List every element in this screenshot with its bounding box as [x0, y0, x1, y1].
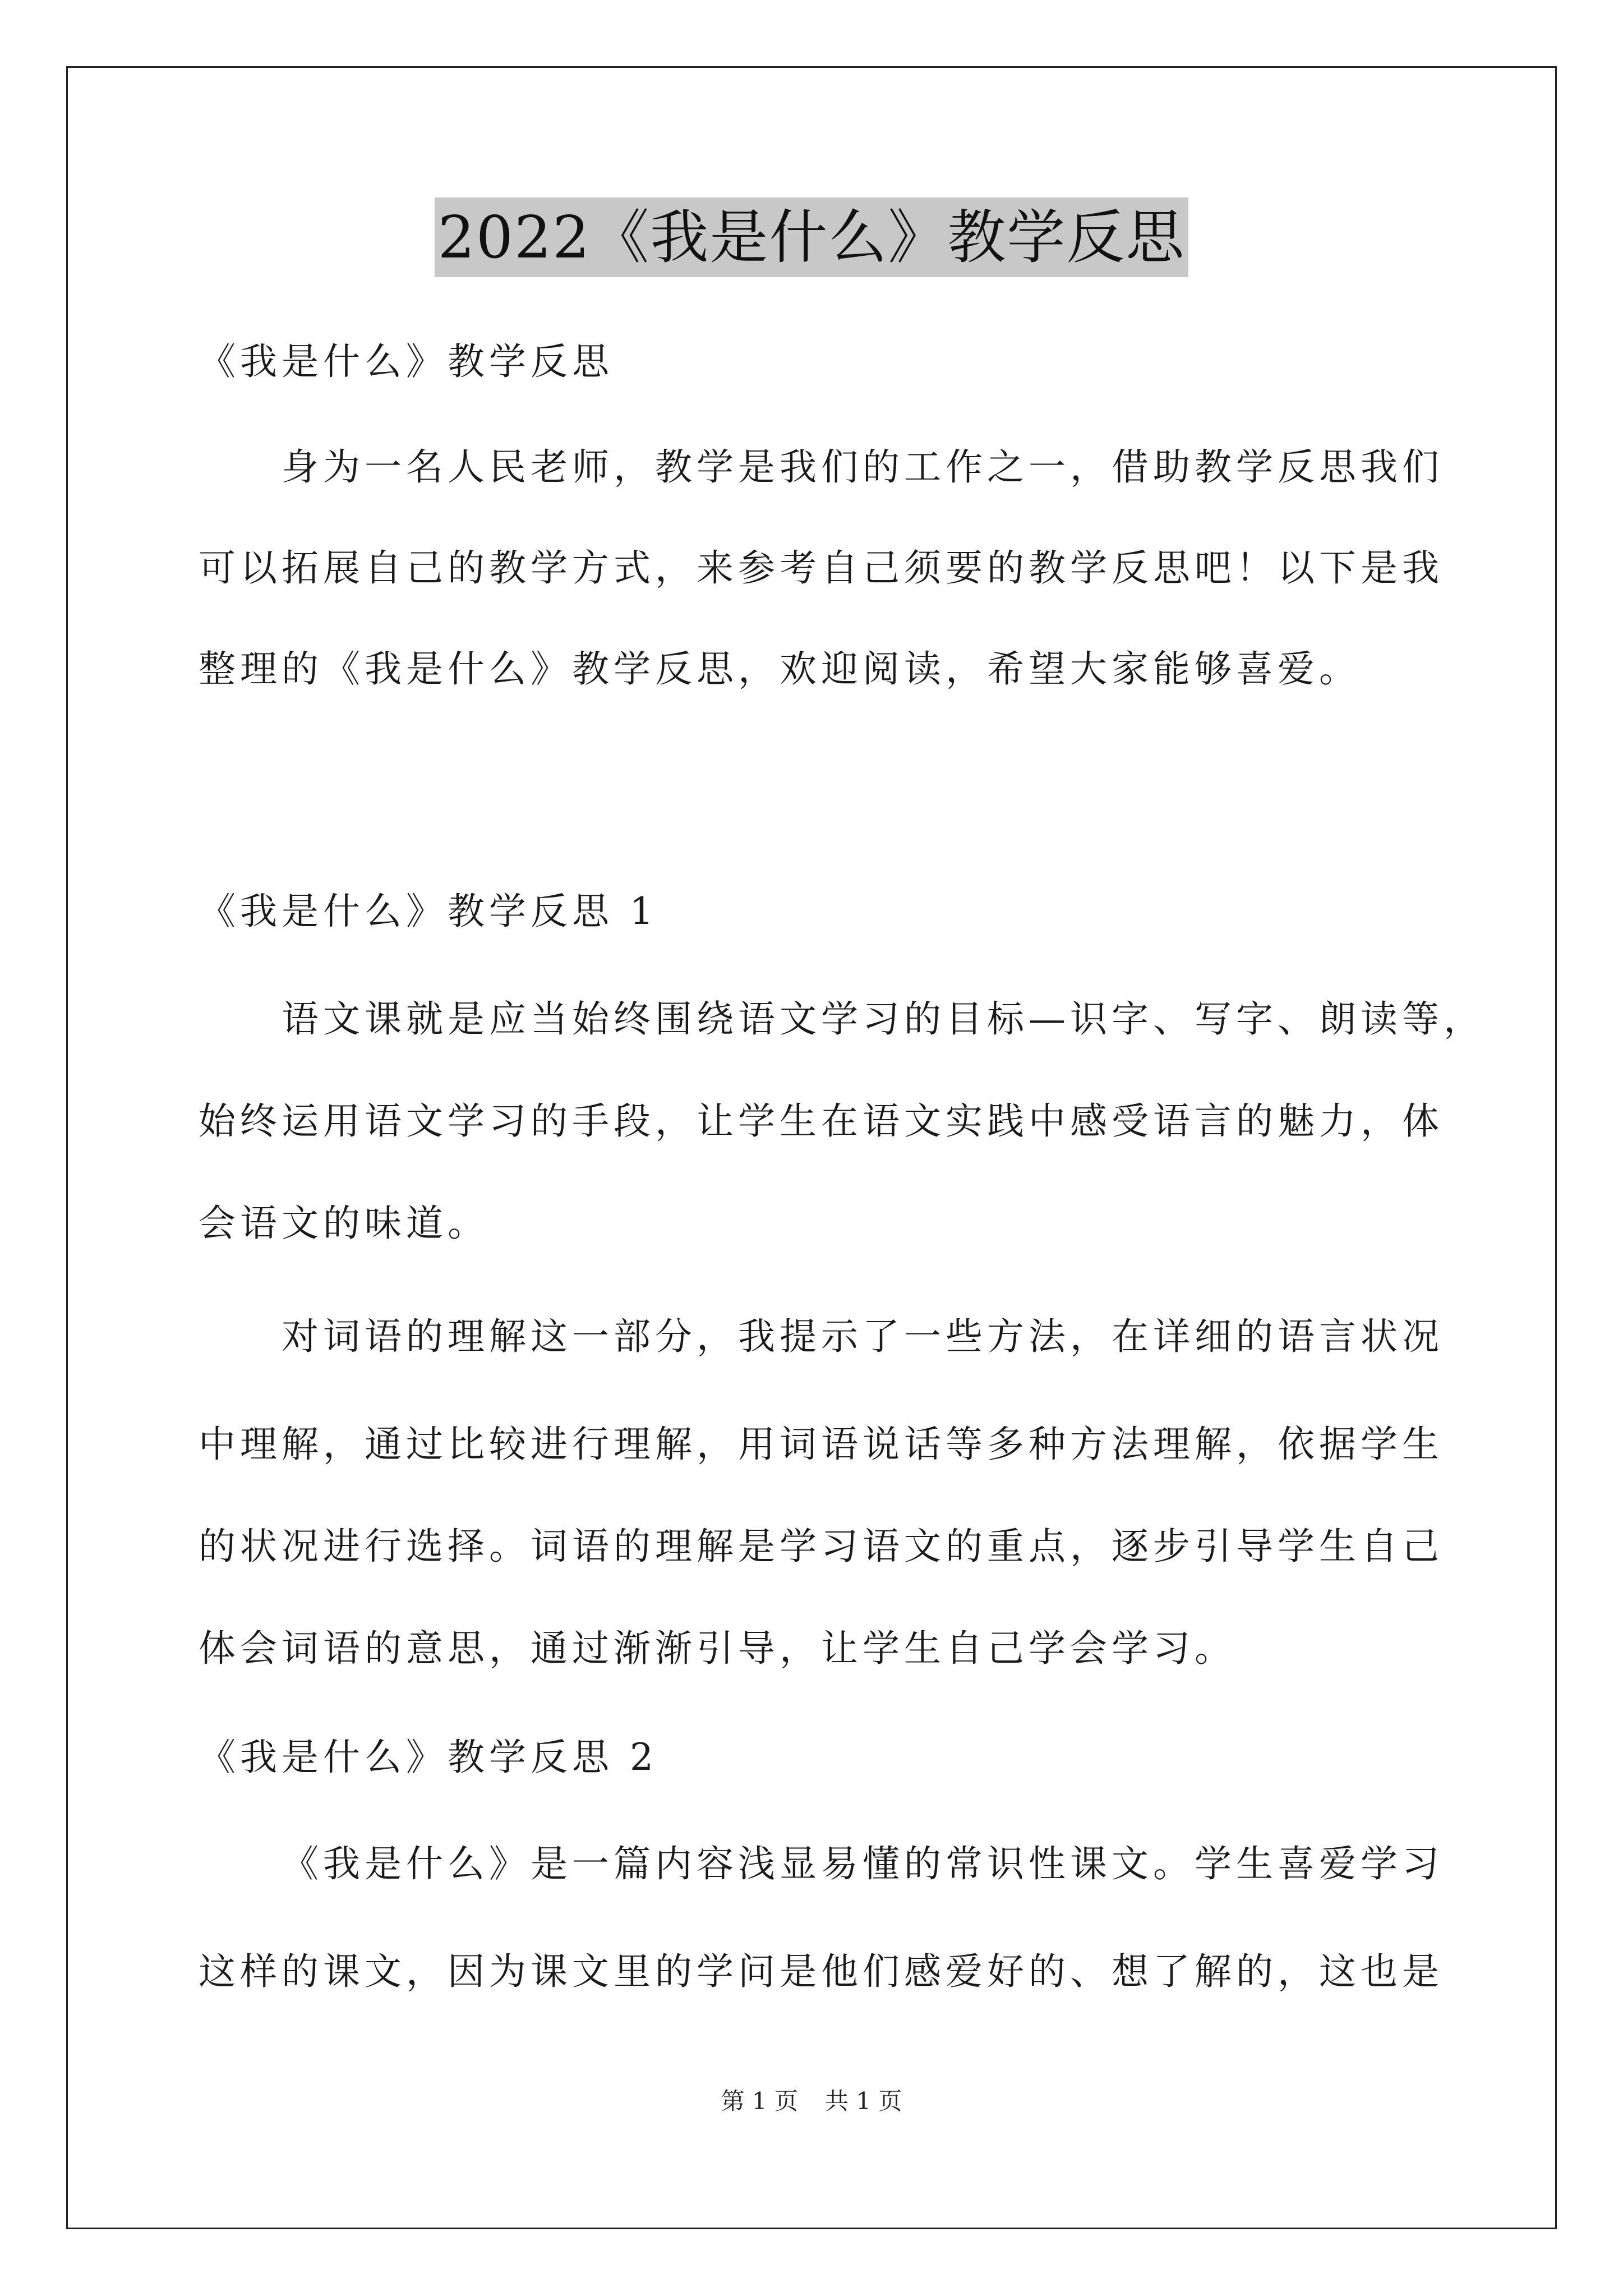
paragraph-line: 语文课就是应当始终围绕语文学习的目标—识字、写字、朗读等， — [282, 997, 1485, 1041]
title-area — [0, 197, 1623, 277]
paragraph-line: 《我是什么》是一篇内容浅显易懂的常识性课文。学生喜爱学习 — [282, 1842, 1444, 1885]
paragraph-line: 这样的课文，因为课文里的学问是他们感爱好的、想了解的，这也是 — [199, 1950, 1444, 1993]
paragraph-line: 可以拓展自己的教学方式，来参考自己须要的教学反思吧！以下是我 — [199, 546, 1444, 590]
paragraph-line: 对词语的理解这一部分，我提示了一些方法，在详细的语言状况 — [282, 1315, 1444, 1358]
page-border — [66, 66, 1557, 2229]
paragraph-line: 身为一名人民老师，教学是我们的工作之一，借助教学反思我们 — [282, 445, 1444, 489]
section-heading: 《我是什么》教学反思 — [199, 340, 614, 383]
document-title: 2022《我是什么》教学反思 — [435, 197, 1189, 277]
paragraph-line: 始终运用语文学习的手段，让学生在语文实践中感受语言的魅力，体 — [199, 1099, 1444, 1143]
paragraph-line: 中理解，通过比较进行理解，用词语说话等多种方法理解，依据学生 — [199, 1423, 1444, 1466]
section-heading: 《我是什么》教学反思 1 — [199, 890, 658, 933]
page-total: 共 1 页 — [825, 2087, 902, 2115]
page-footer — [0, 2086, 1623, 2117]
section-heading: 《我是什么》教学反思 2 — [199, 1736, 658, 1779]
paragraph-line: 的状况进行选择。词语的理解是学习语文的重点，逐步引导学生自己 — [199, 1525, 1444, 1568]
page-number: 第 1 页 — [721, 2087, 798, 2115]
paragraph-line: 体会词语的意思，通过渐渐引导，让学生自己学会学习。 — [199, 1627, 1236, 1670]
paragraph-line: 会语文的味道。 — [199, 1202, 489, 1245]
paragraph-line: 整理的《我是什么》教学反思，欢迎阅读，希望大家能够喜爱。 — [199, 647, 1361, 691]
